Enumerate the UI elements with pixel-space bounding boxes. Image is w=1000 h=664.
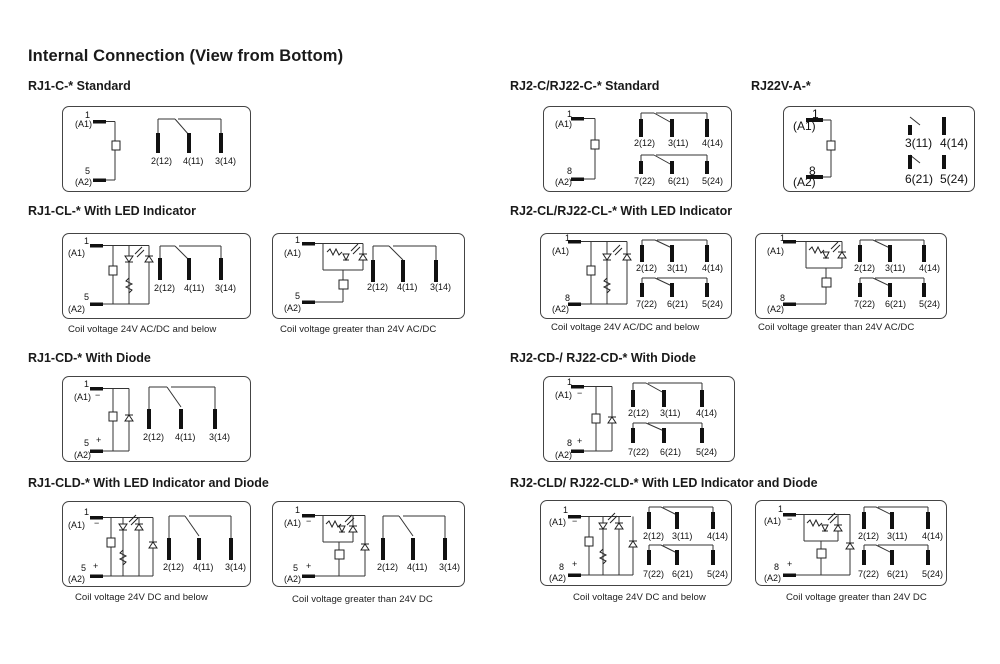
terminal-5-24: 5(24): [922, 569, 944, 579]
pin-1-label: 1: [295, 505, 301, 515]
terminal-3-14: 3(14): [430, 282, 452, 292]
terminal-4-14: 4(14): [702, 138, 724, 148]
terminal-6-21: 6(21): [672, 569, 694, 579]
pin-1-label: 1: [85, 110, 91, 120]
terminal-4-11: 4(11): [184, 283, 205, 293]
relay-schematic: [63, 502, 251, 587]
pin-a2-label: (A2): [555, 450, 573, 460]
terminal-4-11: 4(11): [175, 432, 196, 442]
pin-8-label: 8: [780, 293, 786, 303]
polarity-minus: −: [94, 518, 100, 528]
pin-a1-label: (A1): [767, 246, 785, 256]
terminal-2-12: 2(12): [143, 432, 165, 442]
polarity-minus: −: [306, 516, 312, 526]
pin-a2-label: (A2): [284, 303, 302, 313]
diagram-rj2-cl-high: [755, 233, 947, 319]
pin-1-label: 1: [567, 377, 573, 387]
pin-1-label: 1: [567, 109, 573, 119]
terminal-6-21: 6(21): [887, 569, 909, 579]
pin-1-label: 1: [780, 233, 786, 243]
polarity-minus: −: [572, 516, 578, 526]
terminal-7-22: 7(22): [628, 447, 650, 457]
terminal-4-11: 4(11): [397, 282, 418, 292]
diagram-rj22v: [783, 106, 975, 192]
caption-low-acdc: Coil voltage 24V AC/DC and below: [68, 324, 217, 335]
pin-5-label: 5: [81, 563, 87, 573]
terminal-4-11: 4(11): [407, 562, 428, 572]
diagram-rj2-cl-low: [540, 233, 732, 319]
polarity-plus: +: [96, 435, 102, 445]
terminal-7-22: 7(22): [858, 569, 880, 579]
terminal-5-24: 5(24): [707, 569, 729, 579]
pin-a1-label: (A1): [284, 248, 302, 258]
pin-a2-label: (A2): [549, 573, 567, 583]
pin-1-label: 1: [563, 505, 569, 515]
section-title-rj1-c: RJ1-C-* Standard: [28, 79, 131, 93]
terminal-5-24: 5(24): [702, 299, 724, 309]
caption-high-dc: Coil voltage greater than 24V DC: [292, 594, 433, 605]
diagram-rj2-cld-high: [755, 500, 947, 586]
relay-schematic: [541, 501, 732, 586]
pin-a2-label: (A2): [284, 574, 302, 584]
caption-high-acdc: Coil voltage greater than 24V AC/DC: [758, 322, 915, 333]
pin-1-label: 1: [812, 107, 819, 121]
pin-a2-label: (A2): [552, 304, 570, 314]
polarity-minus: −: [577, 388, 583, 398]
diagram-rj1-c: [62, 106, 251, 192]
polarity-plus: +: [93, 561, 99, 571]
pin-8-label: 8: [559, 562, 565, 572]
pin-a2-label: (A2): [764, 573, 782, 583]
caption-low-dc: Coil voltage 24V DC and below: [75, 592, 208, 603]
caption-low-dc: Coil voltage 24V DC and below: [573, 592, 706, 603]
diagram-rj2-c: [543, 106, 732, 192]
polarity-plus: +: [577, 436, 583, 446]
caption-low-acdc: Coil voltage 24V AC/DC and below: [551, 322, 700, 333]
terminal-7-22: 7(22): [636, 299, 658, 309]
terminal-2-12: 2(12): [634, 138, 656, 148]
section-title-rj2-cl: RJ2-CL/RJ22-CL-* With LED Indicator: [510, 204, 733, 218]
terminal-3-11: 3(11): [905, 136, 933, 150]
pin-a1-label: (A1): [75, 119, 93, 129]
pin-a2-label: (A2): [68, 574, 86, 584]
terminal-3-11: 3(11): [668, 138, 689, 148]
caption-high-dc: Coil voltage greater than 24V DC: [786, 592, 927, 603]
polarity-minus: −: [787, 514, 793, 524]
polarity-minus: −: [95, 390, 101, 400]
terminal-4-14: 4(14): [940, 136, 969, 150]
terminal-3-11: 3(11): [660, 408, 681, 418]
polarity-plus: +: [306, 561, 312, 571]
pin-1-label: 1: [295, 235, 301, 245]
page-title: Internal Connection (View from Bottom): [28, 47, 344, 65]
terminal-2-12: 2(12): [854, 263, 876, 273]
terminal-5-24: 5(24): [696, 447, 718, 457]
diagram-rj1-cld-low: [62, 501, 251, 587]
terminal-5-24: 5(24): [940, 172, 969, 186]
section-title-rj2-c: RJ2-C/RJ22-C-* Standard: [510, 79, 660, 93]
terminal-5-24: 5(24): [702, 176, 724, 186]
terminal-6-21: 6(21): [885, 299, 907, 309]
pin-a2-label: (A2): [74, 450, 92, 460]
relay-schematic: [756, 501, 947, 586]
pin-a1-label: (A1): [764, 516, 782, 526]
terminal-4-14: 4(14): [696, 408, 718, 418]
relay-schematic: [63, 377, 251, 462]
diagram-rj2-cd: [543, 376, 735, 462]
pin-1-label: 1: [84, 236, 90, 246]
pin-a2-label: (A2): [767, 304, 785, 314]
pin-8-label: 8: [567, 166, 573, 176]
terminal-2-12: 2(12): [628, 408, 650, 418]
terminal-3-11: 3(11): [885, 263, 906, 273]
pin-a1-label: (A1): [68, 248, 86, 258]
terminal-2-12: 2(12): [858, 531, 880, 541]
diagram-rj1-cl-high: [272, 233, 465, 319]
polarity-plus: +: [572, 559, 578, 569]
terminal-3-11: 3(11): [667, 263, 688, 273]
terminal-3-14: 3(14): [225, 562, 247, 572]
terminal-6-21: 6(21): [668, 176, 690, 186]
terminal-7-22: 7(22): [634, 176, 656, 186]
terminal-2-12: 2(12): [154, 283, 176, 293]
section-title-rj2-cd: RJ2-CD-/ RJ22-CD-* With Diode: [510, 351, 697, 365]
terminal-3-14: 3(14): [209, 432, 231, 442]
pin-a1-label: (A1): [793, 119, 816, 133]
diagram-rj1-cl-low: [62, 233, 251, 319]
pin-5-label: 5: [293, 563, 299, 573]
relay-schematic: [273, 502, 465, 587]
terminal-6-21: 6(21): [660, 447, 682, 457]
terminal-4-14: 4(14): [702, 263, 724, 273]
pin-5-label: 5: [84, 292, 90, 302]
terminal-2-12: 2(12): [367, 282, 389, 292]
diagram-rj2-cld-low: [540, 500, 732, 586]
relay-schematic: [63, 234, 251, 319]
pin-8-label: 8: [567, 438, 573, 448]
pin-a1-label: (A1): [555, 119, 573, 129]
terminal-4-14: 4(14): [922, 531, 944, 541]
terminal-2-12: 2(12): [163, 562, 185, 572]
pin-a2-label: (A2): [68, 304, 86, 314]
polarity-plus: +: [787, 559, 793, 569]
terminal-7-22: 7(22): [643, 569, 665, 579]
pin-1-label: 1: [565, 233, 571, 243]
terminal-2-12: 2(12): [643, 531, 665, 541]
pin-a1-label: (A1): [555, 390, 573, 400]
pin-a1-label: (A1): [552, 246, 570, 256]
pin-a2-label: (A2): [555, 177, 573, 187]
pin-5-label: 5: [85, 166, 91, 176]
diagram-rj1-cd: [62, 376, 251, 462]
pin-1-label: 1: [84, 507, 90, 517]
terminal-4-11: 4(11): [183, 156, 204, 166]
pin-a1-label: (A1): [284, 518, 302, 528]
pin-a2-label: (A2): [75, 177, 93, 187]
pin-a1-label: (A1): [74, 392, 92, 402]
pin-8-label: 8: [809, 164, 816, 178]
terminal-3-14: 3(14): [215, 156, 237, 166]
section-title-rj1-cld: RJ1-CLD-* With LED Indicator and Diode: [28, 476, 269, 490]
terminal-2-12: 2(12): [377, 562, 399, 572]
pin-1-label: 1: [84, 379, 90, 389]
section-title-rj1-cl: RJ1-CL-* With LED Indicator: [28, 204, 196, 218]
section-title-rj1-cd: RJ1-CD-* With Diode: [28, 351, 151, 365]
terminal-3-14: 3(14): [215, 283, 237, 293]
pin-a2-label: (A2): [793, 175, 816, 189]
section-title-rj2-cld: RJ2-CLD/ RJ22-CLD-* With LED Indicator and Diode: [510, 476, 818, 490]
pin-5-label: 5: [84, 438, 90, 448]
terminal-2-12: 2(12): [636, 263, 658, 273]
section-title-rj22v: RJ22V-A-*: [751, 79, 811, 93]
terminal-7-22: 7(22): [854, 299, 876, 309]
terminal-3-14: 3(14): [439, 562, 461, 572]
relay-schematic: [273, 234, 465, 319]
pin-8-label: 8: [565, 293, 571, 303]
pin-a1-label: (A1): [68, 520, 86, 530]
diagram-rj1-cld-high: [272, 501, 465, 587]
pin-a1-label: (A1): [549, 517, 567, 527]
terminal-3-11: 3(11): [887, 531, 908, 541]
terminal-6-21: 6(21): [667, 299, 689, 309]
pin-5-label: 5: [295, 291, 301, 301]
pin-8-label: 8: [774, 562, 780, 572]
terminal-4-11: 4(11): [193, 562, 214, 572]
terminal-3-11: 3(11): [672, 531, 693, 541]
terminal-4-14: 4(14): [707, 531, 729, 541]
terminal-5-24: 5(24): [919, 299, 941, 309]
caption-high-acdc: Coil voltage greater than 24V AC/DC: [280, 324, 437, 335]
terminal-2-12: 2(12): [151, 156, 173, 166]
pin-1-label: 1: [778, 504, 784, 514]
terminal-4-14: 4(14): [919, 263, 941, 273]
terminal-6-21: 6(21): [905, 172, 934, 186]
